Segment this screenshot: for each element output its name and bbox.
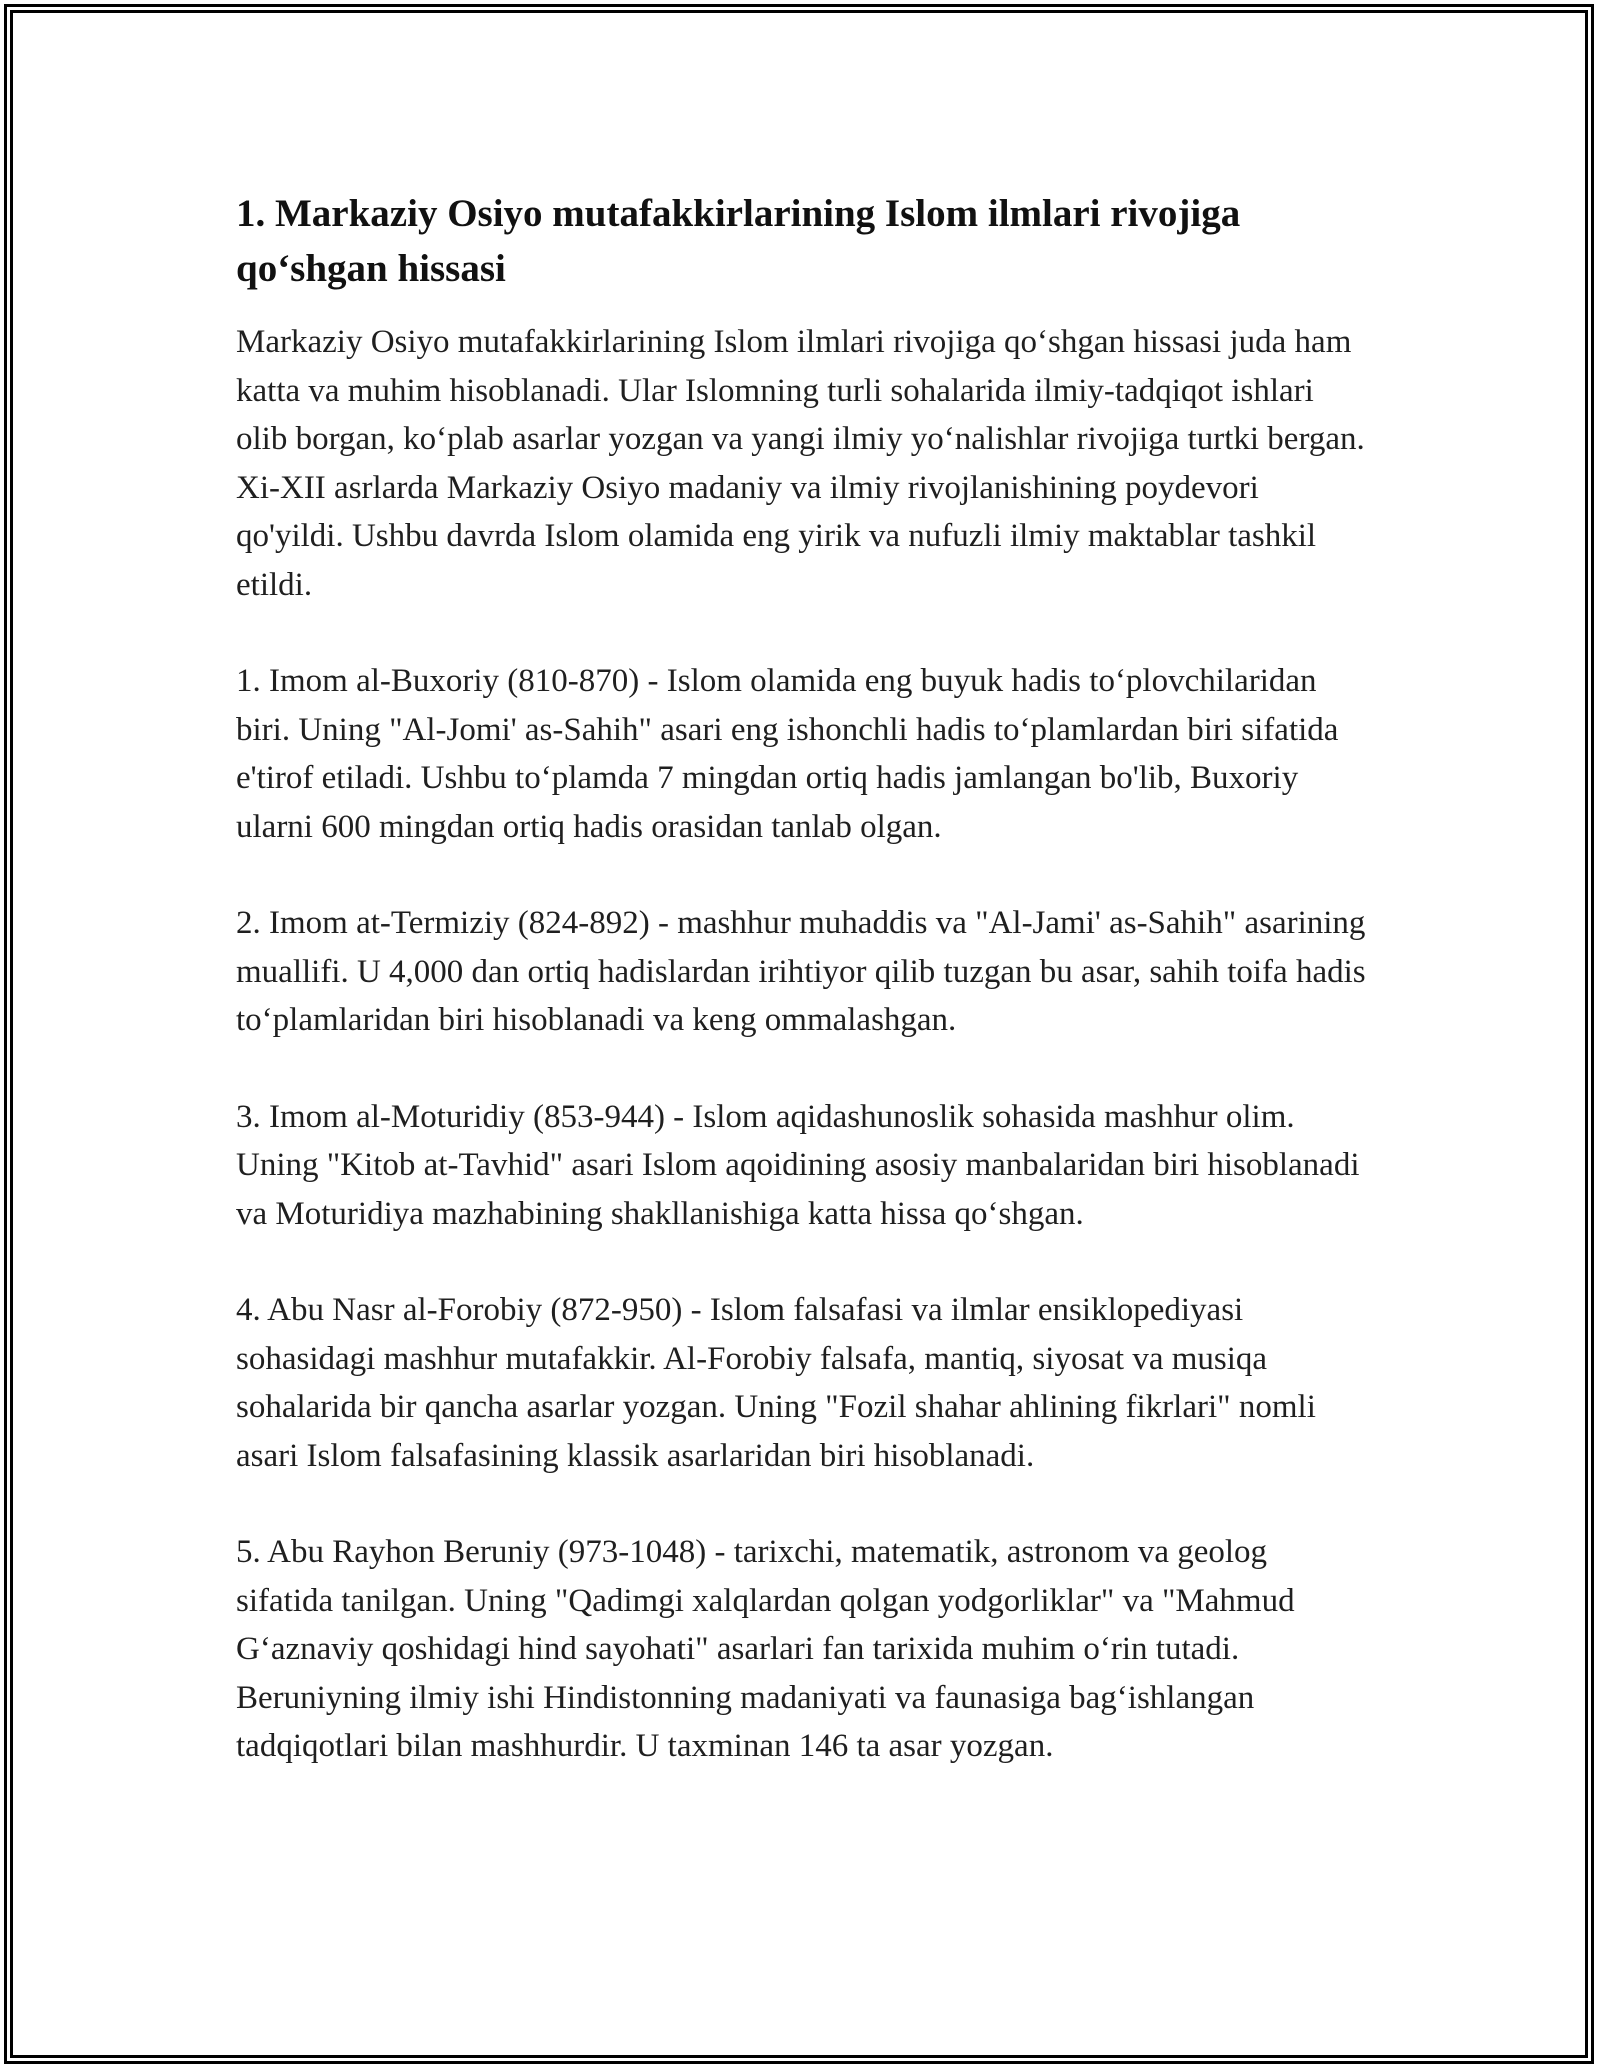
section-title: 1. Markaziy Osiyo mutafakkirlarining Islom ilmlari rivojiga qo‘shgan hissasi xyxy=(236,192,1241,290)
item-forobiy: 4. Abu Nasr al-Forobiy (872-950) - Islom falsafasi va ilmlar ensiklopediyasi sohasidagi mashhur mutafakkir. Al-Forobiy falsafa, mantiq, siyosat va musiqa sohalarida bir qancha asarlar yozgan. Uning "Fozil shahar ahlining fikrlari" nomli asari Islom falsafasining klassik asarlaridan biri hisoblanadi. xyxy=(236,1292,1316,1474)
item-moturidiy: 3. Imom al-Moturidiy (853-944) - Islom aqidashunoslik sohasida mashhur olim. Uning "Kitob at-Tavhid" asari Islom aqoidining asosiy manbalaridan biri hisoblanadi va Moturidiya mazhabining shakllanishiga katta hissa qo‘shgan. xyxy=(236,1098,1360,1232)
intro-paragraph: Markaziy Osiyo mutafakkirlarining Islom ilmlari rivojiga qo‘shgan hissasi juda ham katta va muhim hisoblanadi. Ular Islomning turli sohalarida ilmiy-tadqiqot ishlari olib borgan, ko‘plab asarlar yozgan va yangi ilmiy yo‘nalishlar rivojiga turtki bergan. Xi-XII asrlarda Markaziy Osiyo madaniy va ilmiy rivojlanishining poydevori qo'yildi. Ushbu davrda Islom olamida eng yirik va nufuzli ilmiy maktablar tashkil etildi. xyxy=(236,324,1365,603)
item-termiziy: 2. Imom at-Termiziy (824-892) - mashhur muhaddis va "Al-Jami' as-Sahih" asarining muallifi. U 4,000 dan ortiq hadislardan irihtiyor qilib tuzgan bu asar, sahih toifa hadis to‘plamlaridan biri hisoblanadi va keng ommalashgan. xyxy=(236,905,1366,1038)
item-beruniy: 5. Abu Rayhon Beruniy (973-1048) - tarixchi, matematik, astronom va geolog sifatida tanilgan. Uning "Qadimgi xalqlardan qolgan yodgorliklar" va "Mahmud G‘aznaviy qoshidagi hind sayohati" asarlari fan tarixida muhim o‘rin tutadi. Beruniyning ilmiy ishi Hindistonning madaniyati va faunasiga bag‘ishlangan tadqiqotlari bilan mashhurdir. U taxminan 146 ta asar yozgan. xyxy=(236,1534,1295,1764)
document-body xyxy=(236,186,1366,1819)
item-buxoriy: 1. Imom al-Buxoriy (810-870) - Islom olamida eng buyuk hadis to‘plovchilaridan biri. Uning "Al-Jomi' as-Sahih" asari eng ishonchli hadis to‘plamlardan biri sifatida e'tirof etiladi. Ushbu to‘plamda 7 mingdan ortiq hadis jamlangan bo'lib, Buxoriy ularni 600 mingdan ortiq hadis orasidan tanlab olgan. xyxy=(236,663,1339,845)
